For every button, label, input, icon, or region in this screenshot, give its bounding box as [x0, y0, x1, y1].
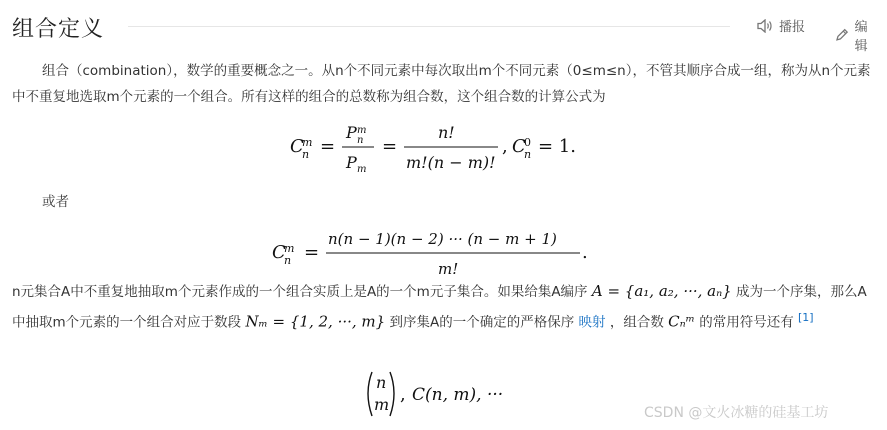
svg-text:=: = — [320, 136, 336, 157]
subset-text-4: ，组合数 — [609, 314, 664, 331]
pencil-icon — [835, 28, 849, 42]
svg-text:0: 0 — [524, 136, 531, 149]
svg-text:P: P — [346, 153, 357, 172]
svg-text:=: = — [382, 136, 398, 157]
edit-button[interactable] — [835, 16, 880, 54]
svg-text:C: C — [272, 242, 286, 263]
svg-text:,: , — [502, 136, 508, 157]
combination-formula-2 — [272, 228, 602, 278]
svg-text:=: = — [304, 242, 320, 263]
svg-text:C(n, m), ···: C(n, m), ··· — [412, 385, 504, 405]
combination-notation-formula — [364, 368, 524, 418]
listen-label: 播报 — [779, 20, 806, 35]
svg-text:m: m — [357, 164, 367, 175]
svg-text:= 1.: = 1. — [538, 136, 576, 157]
svg-text:n!: n! — [438, 124, 455, 142]
subset-text-3: 到序集A的一个确定的严格保序 — [389, 314, 575, 331]
speaker-icon — [757, 19, 773, 33]
section-header — [12, 10, 880, 54]
edit-label: 编辑 — [854, 20, 868, 54]
section-title: 组合定义 — [12, 17, 105, 42]
svg-text:n: n — [284, 254, 292, 267]
svg-text:n: n — [524, 148, 532, 161]
watermark: CSDN @文火冰糖的硅基工坊 — [644, 405, 829, 421]
svg-text:.: . — [582, 242, 588, 263]
listen-button[interactable] — [757, 16, 805, 35]
svg-text:P: P — [346, 124, 357, 142]
ordered-set-formula: A = {a₁, a₂, ···, aₙ} — [591, 282, 732, 300]
definition-paragraph: 组合（combination），数学的重要概念之一。从n个不同元素中每次取出m个不同元素（0≤m≤n），不管其顺序合成一组，称为从n个元素中不重复地选取m个元素的一个组合。所有这样的组合的总数称为组合数，这个组合数的计算公式为 — [12, 63, 871, 105]
svg-text:n: n — [376, 373, 387, 392]
svg-text:C: C — [290, 136, 304, 157]
mapping-link[interactable]: 映射 — [578, 314, 606, 331]
svg-text:m: m — [374, 395, 390, 414]
svg-text:n: n — [302, 148, 310, 161]
segment-formula: Nₘ = {1, 2, ···, m} — [245, 312, 386, 331]
svg-text:m: m — [357, 125, 367, 136]
subset-text-1: n元集合A中不重复地抽取m个元素作成的一个组合实质上是A的一个m元子集合。如果给集A编序 — [12, 284, 588, 300]
or-text: 或者 — [42, 194, 69, 210]
combination-symbol: Cₙᵐ — [668, 312, 695, 331]
title-divider — [128, 26, 730, 27]
svg-text:,: , — [400, 384, 406, 405]
svg-text:m: m — [302, 136, 313, 149]
svg-text:m!(n − m)!: m!(n − m)! — [406, 153, 496, 172]
svg-text:n(n − 1)(n − 2) ··· (n − m + 1: n(n − 1)(n − 2) ··· (n − m + 1) — [328, 230, 557, 248]
subset-paragraph — [12, 278, 880, 336]
combination-formula-1 — [290, 124, 590, 174]
svg-text:C: C — [512, 136, 526, 157]
svg-text:n: n — [357, 135, 364, 146]
svg-text:m!: m! — [438, 260, 459, 278]
subset-text-2: 成为一个序集，那么A中抽取m个元素的一个组合对应于数段 — [12, 284, 867, 331]
svg-text:m: m — [284, 242, 295, 255]
subset-text-5: 的常用符号还有 — [699, 314, 794, 331]
reference-link[interactable]: [1] — [798, 311, 814, 324]
